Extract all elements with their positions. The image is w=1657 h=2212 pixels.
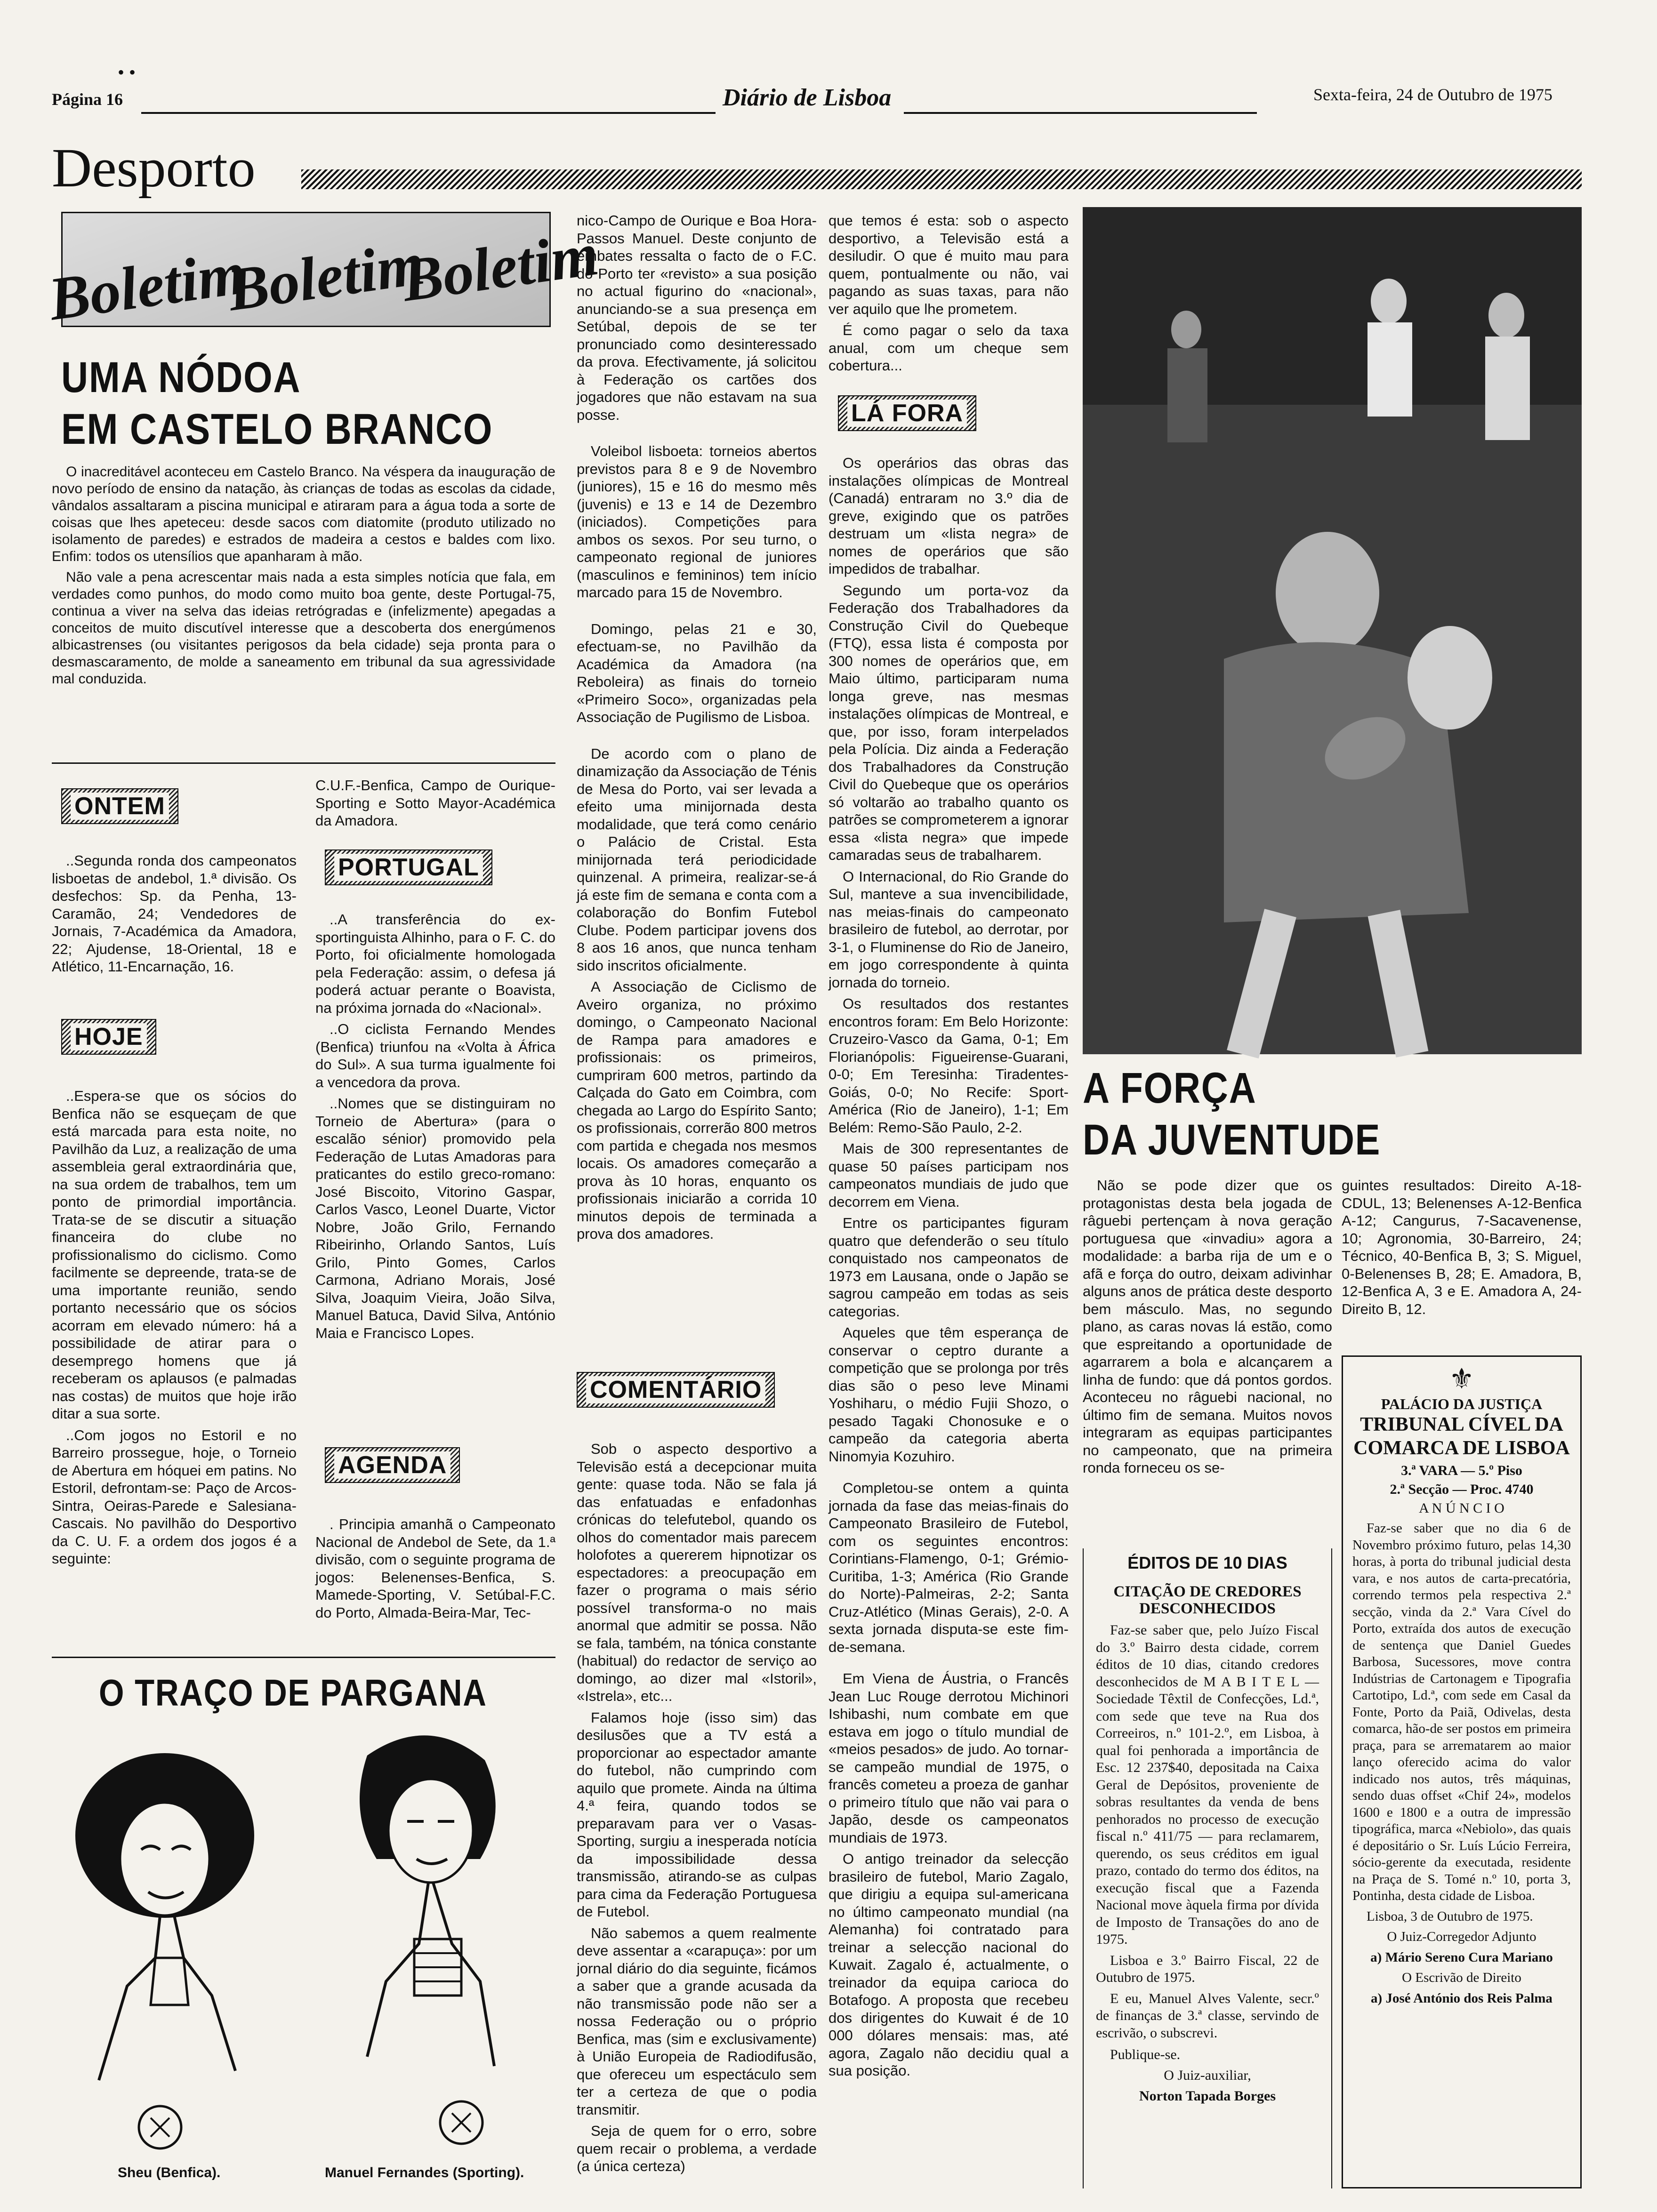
- hoje-article: [52, 1087, 297, 1571]
- paragraph: ..A transferência do ex-sportinguista Alhinho, para o F. C. do Porto, foi oficialmente homologada pela Federação: assim, o defesa já poderá actuar perante o Boavista, na próxima jornada do «Nacional».: [315, 911, 555, 1016]
- paragraph: Completou-se ontem a quinta jornada da fase das meias-finais do Campeonato Brasileiro de Futebol, com os seguintes encontros: Corintians-Flamengo, 0-1; Grémio-Curitiba, 1-3; América (Rio Grande do Norte)-Palmeiras, 2-2; Santa Cruz-Atlético (Minas Gerais), 2-0. A sexta jornada disputa-se este fim-de-semana.: [828, 1480, 1069, 1655]
- pargana-title: O TRAÇO DE PARGANA: [99, 1672, 487, 1714]
- paragraph: a) Mário Sereno Cura Mariano: [1370, 1949, 1553, 1965]
- portugal-label: PORTUGAL: [334, 854, 483, 881]
- paragraph: ..O ciclista Fernando Mendes (Benfica) triunfou na «Volta à África do Sul». A sua turma igualmente foi a vencedora da prova.: [315, 1021, 555, 1090]
- rugby-photo-figures: [1083, 207, 1582, 1054]
- palacio-t4: 3.ª VARA — 5.º Piso: [1401, 1463, 1522, 1478]
- paragraph: O antigo treinador da selecção brasileiro de futebol, Mario Zagalo, que dirigiu a equipa sul-americana no último campeonato mundial (na Alemanha) foi contratado para treinar a selecção nacional do Kuwait. Zagalo é, actualmente, o treinador da equipa carioca do Botafogo. A proposta que recebeu dos dirigentes do Kuwait é de 10 000 dólares mensais: mas, até agora, Zagalo não decidiu qual a sua posição.: [828, 1851, 1069, 2079]
- paragraph: Mais de 300 representantes de quase 50 países participam nos campeonatos mundiais de judo que decorrem em Viena.: [828, 1140, 1069, 1210]
- forca-article-a: [1083, 1177, 1332, 1481]
- paragraph: E eu, Manuel Alves Valente, secr.º de finanças de 3.ª classe, servindo de escrivão, o subscrevi.: [1096, 1990, 1319, 2041]
- paragraph: Falamos hoje (isso sim) das desilusões que a TV está a proporcionar ao espectador amante do futebol, não cumprindo com aquilo que promete. Ainda na última 4.ª feira, quando todos se preparavam para ver o Vasas-Sporting, surgiu a inesperada notícia da impossibilidade dessa transmissão, atirando-se as culpas para cima da Federação Portuguesa de Futebol.: [577, 1709, 817, 1920]
- caricature-fernandes: [311, 1718, 546, 2156]
- hoje-label: HOJE: [71, 1023, 147, 1050]
- agenda-label: AGENDA: [334, 1451, 450, 1479]
- caption-fernandes: Manuel Fernandes (Sporting).: [325, 2165, 524, 2180]
- col3-article: [577, 212, 817, 1247]
- rugby-photo: [1083, 207, 1582, 1054]
- hoje-banner: [61, 1019, 156, 1055]
- palacio-t3: COMARCA DE LISBOA: [1353, 1437, 1570, 1459]
- paragraph: Não vale a pena acrescentar mais nada a esta simples notícia que fala, em verdades como punhos, do modo como muito boa gente, deste Portugal-75, continua a viver na selva das ideias retrógradas e (infelizmente) apegadas a conceitos de muito discutível interesse que a descoberta dos energúmenos albicastrenses (ou visitantes perigosos da bela cidade) seja pronta para o desmascaramento, de molde a saneamento em tribunal da sua agressividade mal conduzida.: [52, 569, 555, 687]
- ontem-banner: [61, 788, 178, 824]
- paragraph: Lisboa, 3 de Outubro de 1975.: [1367, 1908, 1533, 1924]
- agenda-article: [315, 1515, 555, 1625]
- editos-body: [1084, 1622, 1331, 2064]
- editos-box: [1083, 1548, 1332, 2188]
- col4-article: [828, 212, 1069, 378]
- agenda-banner: [325, 1447, 460, 1483]
- forca-headline-1: A FORÇA: [1083, 1064, 1257, 1112]
- paragraph: O Escrivão de Direito: [1402, 1970, 1521, 1985]
- nodoa-headline-2: EM CASTELO BRANCO: [61, 405, 493, 453]
- newspaper-name: Diário de Lisboa: [723, 84, 892, 111]
- paragraph: Os operários das obras das instalações olímpicas de Montreal (Canadá) entraram no 3.º dia de greve, exigindo que os patrões destruam um «lista negra» de nomes de operários que são impedidos de trabalhar.: [828, 455, 1069, 577]
- palacio-t5: 2.ª Secção — Proc. 4740: [1390, 1482, 1534, 1497]
- issue-date: Sexta-feira, 24 de Outubro de 1975: [1313, 85, 1552, 104]
- paragraph: Não se pode dizer que os protagonistas desta bela jogada de râguebi pertençam à nova geração portuguesa que «invadiu» agora a modalidade: a barba rija de um e o afã e força do outro, deixam adivinhar alguns anos de prática deste desporto bem másculo. Mas, no segundo plano, as caras novas lá estão, como que espreitando a oportunidade de agarrarem a bola e alcançarem a linha de fundo: que dá pontos gordos. Aconteceu no râguebi nacional, no último fim de semana. Muitos novos integraram as equipas participantes no campeonato, que na primeira ronda forneceu os se-: [1083, 1177, 1332, 1476]
- lafora-banner: [838, 395, 976, 431]
- paragraph: Voleibol lisboeta: torneios abertos previstos para 8 e 9 de Novembro (juniores), 15 e 16 do mesmo mês (juvenis) e 13 e 14 de Dezembro (iniciados). Competições para ambos os sexos. Por seu turno, o campeonato regional de juniores (masculinos e femininos) tem início marcado para 15 de Novembro.: [577, 443, 817, 601]
- paragraph: Publique-se.: [1110, 2047, 1181, 2062]
- paragraph: O Juiz-Corregedor Adjunto: [1387, 1929, 1536, 1944]
- palacio-t1: PALÁCIO DA JUSTIÇA: [1381, 1395, 1543, 1412]
- nodoa-headline-1: UMA NÓDOA: [61, 353, 301, 401]
- portugal-intro: [315, 777, 555, 834]
- rule: [52, 762, 555, 764]
- paragraph: ..Espera-se que os sócios do Benfica não se esqueçam de que está marcada para esta noite, no Pavilhão da Luz, a realização de uma assembleia geral extraordinária que, na sua ordem de trabalhos, tem um ponto de primordial importância. Trata-se de se discutir a situação financeira do clube no profissionalismo do ciclismo. Como facilmente se depreende, trata-se de uma importante reunião, sendo portanto necessário que os sócios acorram em elevado número: há a possibilidade de atirar para o desemprego homens que já receberam os aplausos (e palmadas nas costas) de muitos que hoje irão ditar a sua sorte.: [52, 1088, 297, 1422]
- boletim-word: Boletim: [45, 239, 249, 334]
- editos-title: ÉDITOS DE 10 DIAS: [1127, 1553, 1287, 1572]
- paragraph: Em Viena de Áustria, o Francês Jean Luc Rouge derrotou Michinori Ishibashi, num combate em que estava em jogo o título mundial de «meios pesados» de judo. Ao tornar-se campeão mundial de 1975, o francês cometeu a proeza de ganhar o primeiro título que não vai para o Japão, desde os campeonatos mundiais de 1973.: [828, 1670, 1069, 1846]
- paragraph: Aqueles que têm esperança de conservar o ceptro durante a competição que se prolonga por três dias são o peso leve Minami Yoshiharu, o médio Fujii Shozo, o pesado Tagaki Chonosuke e o campeão da categoria aberta Ninomyia Kozuhiro.: [828, 1324, 1069, 1465]
- boletim-word: Boletim: [224, 229, 428, 324]
- page-number: Página 16: [52, 90, 123, 109]
- paragraph: Faz-se saber que no dia 6 de Novembro próximo futuro, pelas 14,30 horas, à porta do tribunal judicial desta vara, e nos autos de carta-precatória, correndo termos pela respectiva 2.ª secção, vinda da 2.ª Vara Cível do Porto, extraída dos autos de execução de sentença que Daniel Guedes Barbosa, Sucessores, move contra Indústrias de Cartonagem e Tipografia Cartotipo, Ld.ª, com sede em Casal da Fonte, Porto da Paiã, Odivelas, desta comarca, hão-de ser postos em primeira praça, para se arrematarem ao maior lanço oferecido acima do valor indicado nos autos, três máquinas, sendo duas offset «Chif 24», modelos 1600 e 1800 e a outra de impressão tipográfica, marca «Nebiolo», das quais é depositário o Sr. Luís Lúcio Ferreira, sócio-gerente da executada, residente na Praça de S. Tomé n.º 10, porta 3, Pontinha, desta cidade de Lisboa.: [1352, 1521, 1571, 1903]
- lafora-label: LÁ FORA: [847, 400, 967, 427]
- portugal-banner: [325, 850, 492, 885]
- paragraph: Faz-se saber que, pelo Juízo Fiscal do 3.º Bairro desta cidade, correm éditos de 10 dias, citando credores desconhecidos de M A B I T E L — Sociedade Têxtil de Confecções, Ld.ª, com sede que teve na Rua dos Correeiros, n.º 101-2.º, em Lisboa, à qual foi penhorada a importância de Esc. 12 237$40, depositada na Caixa Geral de Depósitos, proveniente de sobras resultantes da venda de bens penhorados no processo de execução fiscal n.º 411/75 — para reclamarem, querendo, os seus créditos em igual prazo, contado do termo dos éditos, na execução fiscal que a Fazenda Nacional move àquela firma por dívida de Imposto de Transações do ano de 1975.: [1096, 1622, 1319, 1947]
- masthead-rule-left: [141, 112, 716, 114]
- paragraph: ..Segunda ronda dos campeonatos lisboetas de andebol, 1.ª divisão. Os desfechos: Sp. da Penha, 13-Caramão, 24; Vendedores de Jornais, 7-Académica da Amadora, 22; Ajudense, 18-Oriental, 18 e Atlético, 11-Encarnação, 16.: [52, 852, 297, 975]
- comentario-label: COMENTÁRIO: [586, 1376, 765, 1403]
- caricature-fernandes-drawing: [311, 1718, 546, 2156]
- nodoa-article: [52, 464, 555, 691]
- paragraph: Sob o aspecto desportivo a Televisão está a decepcionar muita gente: quase toda. Não se fala já das enfatuadas e enfadonhas crónicas do telefutebol, quando os olhos do comentador mais parecem holofotes a quererem hipnotizar os espectadores: a preocupação em fazer o programa o mais sério possível transforma-o no mais anormal que admitir se possa. Não se fala, também, na tónica constante (habitual) do redactor de serviço ao domingo, ao dizer mal «Istoril», «Istrela», etc...: [577, 1441, 817, 1704]
- caricature-sheu-drawing: [71, 1741, 292, 2156]
- paragraph: Seja de quem for o erro, sobre quem recair o problema, a verdade (a única certeza): [577, 2123, 817, 2174]
- editos-judge-name: Norton Tapada Borges: [1139, 2088, 1276, 2104]
- comentario-article: [577, 1440, 817, 2179]
- paragraph: a) José António dos Reis Palma: [1371, 1990, 1552, 2006]
- paragraph: C.U.F.-Benfica, Campo de Ourique-Sporting e Sotto Mayor-Académica da Amadora.: [315, 777, 555, 829]
- paragraph: Não sabemos a quem realmente deve assentar a «carapuça»: por um jornal diário do dia seguinte, ficámos a saber que a grande acusada da não transmissão pode não ser a nossa Federação ou o próprio Benfica, mas (sim e exclusivamente) à União Europeia de Radiodifusão, que ofereceu um espectáculo sem ter a certeza de que o podia transmitir.: [577, 1924, 817, 2118]
- masthead-rule-right: [904, 112, 1257, 114]
- paragraph: O Internacional, do Rio Grande do Sul, manteve a sua invencibilidade, nas meias-finais do campeonato brasileiro de futebol, ao derrotar, por 3-1, o Fluminense do Rio de Janeiro, em jogo correspondente à quinta jornada do torneio.: [828, 868, 1069, 991]
- rule: [52, 1657, 555, 1658]
- paragraph: A Associação de Ciclismo de Aveiro organiza, no próximo domingo, o Campeonato Nacional de Rampa para amadores e profissionais: os primeiros, cumpriram 600 metros, partindo da Calçada do Gato em Coimbra, com chegada ao Largo do Espírito Santo; os profissionais, correrão 800 metros com partida e chegada nos mesmos locais. Os amadores começarão a prova às 10 horas, enquanto os profissionais iniciarão a corrida 10 minutos depois de terminada a prova dos amadores.: [577, 978, 817, 1242]
- crest-icon: ⚜: [1449, 1363, 1474, 1395]
- lafora-article: [828, 454, 1069, 2084]
- paragraph: ..Nomes que se distinguiram no Torneio de Abertura» (para o escalão sénior) promovido pela Federação de Lutas Amadoras para praticantes do estilo greco-romano: José Biscoito, Vitorino Gaspar, Carlos Vasco, Leonel Duarte, Victor Nobre, João Grilo, Fernando Ribeirinho, Orlando Santos, Luís Grilo, Pinto Gomes, Carlos Carmona, Adriano Morais, José Silva, Joaquim Vieira, João Silva, Manuel Batuca, David Silva, António Maia e Francisco Lopes.: [315, 1095, 555, 1341]
- palacio-t6: A N Ú N C I O: [1419, 1500, 1504, 1516]
- paragraph: nico-Campo de Ourique e Boa Hora-Passos Manuel. Deste conjunto de embates ressalta o facto de o F.C. do Porto ter «revisto» a sua posição no actual figurino do «nacional», anunciando-se a sua presença em Setúbal, depois de se ter pronunciado como desinteressado da prova. Efectivamente, já solicitou à Federação os cartões dos jogadores que não estavam na sua posse.: [577, 212, 817, 423]
- paragraph: Os resultados dos restantes encontros foram: Em Belo Horizonte: Cruzeiro-Vasco da Gama, 0-1; Em Florianópolis: Figueirense-Guarani, 0-0; Em Teresinha: Tiradentes-Goiás, 0-0; No Recife: Sport-América (Rio de Janeiro), 1-1; Em Belém: Remo-São Paulo, 2-2.: [828, 995, 1069, 1136]
- paragraph: De acordo com o plano de dinamização da Associação de Ténis de Mesa do Porto, vai ser levada a efeito uma minijornada desta modalidade, que terá como cenário o Palácio de Cristal. Esta minijornada terá periodicidade quinzenal. A primeira, realizar-se-á já este fim de semana e conta com a colaboração do Bonfim Futebol Clube. Podem participar jovens dos 8 aos 16 anos, que nunca tenham sido inscritos oficialmente.: [577, 745, 817, 974]
- paragraph: Lisboa e 3.º Bairro Fiscal, 22 de Outubro de 1975.: [1096, 1952, 1319, 1985]
- boletim-banner: [45, 212, 603, 334]
- forca-article-b: [1342, 1177, 1582, 1322]
- paragraph: Domingo, pelas 21 e 30, efectuam-se, no Pavilhão da Académica da Amadora (na Reboleira) as finais do torneio «Primeiro Soco», organizadas pela Associação de Pugilismo de Lisboa.: [577, 620, 817, 725]
- caption-sheu: Sheu (Benfica).: [118, 2165, 221, 2180]
- forca-headline-2: DA JUVENTUDE: [1083, 1116, 1381, 1164]
- paragraph: que temos é esta: sob o aspecto desportivo, a Televisão está a desiludir. O que é muito mau para quem, pontualmente ou não, vai pagando as suas taxas, para não ver aquilo que lhe prometem.: [828, 212, 1069, 317]
- editos-subtitle: CITAÇÃO DE CREDORES DESCONHECIDOS: [1113, 1583, 1302, 1617]
- paragraph: Entre os participantes figuram quatro que defenderão o seu título conquistado nos campeonatos de 1973 em Lausana, onde o Japão se sagrou campeão em todas as seis categorias.: [828, 1215, 1069, 1320]
- palacio-box: [1342, 1355, 1582, 2188]
- section-title-hatch: [301, 169, 1582, 189]
- section-title: Desporto: [52, 137, 256, 199]
- boletim-word: Boletim: [398, 220, 603, 315]
- paragraph: guintes resultados: Direito A-18-CDUL, 13; Belenenses A-12-Benfica A-12; Cangurus, 7-Sacavenense, 10; Agronomia, 30-Barreiro, 24; Técnico, 40-Benfica B, 3; S. Miguel, 0-Belenenses B, 28; E. Amadora, B, 12-Benfica A, 3 e E. Amadora A, 24-Direito B, 12.: [1342, 1177, 1582, 1317]
- caricature-sheu: [71, 1741, 292, 2156]
- palacio-t2: TRIBUNAL CÍVEL DA: [1360, 1414, 1563, 1435]
- paragraph: O inacreditável aconteceu em Castelo Branco. Na véspera da inauguração de novo período de ensino da natação, às crianças de todas as escolas da cidade, vândalos assaltaram a piscina municipal e atiraram para a água toda a sorte de coisas que lhes apeteceu: desde sacos com diatomite (produto utilizado no isolamento de paredes) e estrados de madeira a cestos e baldes com lixo. Enfim: todos os utensílios que apanharam à mão.: [52, 464, 555, 564]
- portugal-article: [315, 911, 555, 1346]
- ontem-label: ONTEM: [71, 793, 169, 820]
- palacio-body: [1352, 1520, 1571, 2007]
- ontem-article: [52, 852, 297, 979]
- paragraph: . Principia amanhã o Campeonato Nacional de Andebol de Sete, da 1.ª divisão, com o seguinte programa de jogos: Belenenses-Benfica, S. Mamede-Sporting, V. Setúbal-F.C. do Porto, Almada-Beira-Mar, Tec-: [315, 1516, 555, 1621]
- paragraph: ..Com jogos no Estoril e no Barreiro prossegue, hoje, o Torneio de Abertura em hóquei em patins. No Estoril, defrontam-se: Paço de Arcos-Sintra, Oeiras-Parede e Salesiana-Cascais. No pavilhão do Desportivo da C. U. F. a ordem dos jogos é a seguinte:: [52, 1427, 297, 1567]
- editos-judge-title: O Juiz-auxiliar,: [1164, 2067, 1251, 2083]
- comentario-banner: [577, 1372, 775, 1408]
- ink-dots: • •: [118, 62, 136, 83]
- paragraph: Segundo um porta-voz da Federação dos Trabalhadores da Construção Civil do Quebeque (FTQ), essa lista é composta por 300 nomes de operários que, em Maio último, participaram numa longa greve, nas mesmas instalações olímpicas de Montreal, e que, por isso, foram interpelados pela Polícia. Diz ainda a Federação dos Trabalhadores da Construção Civil do Quebeque que os operários só voltarão ao trabalho quanto os patrões se comprometerem a ignorar essa «lista negra» que impede camaradas seus de trabalharem.: [828, 582, 1069, 863]
- paragraph: É como pagar o selo da taxa anual, com um cheque sem cobertura...: [828, 322, 1069, 374]
